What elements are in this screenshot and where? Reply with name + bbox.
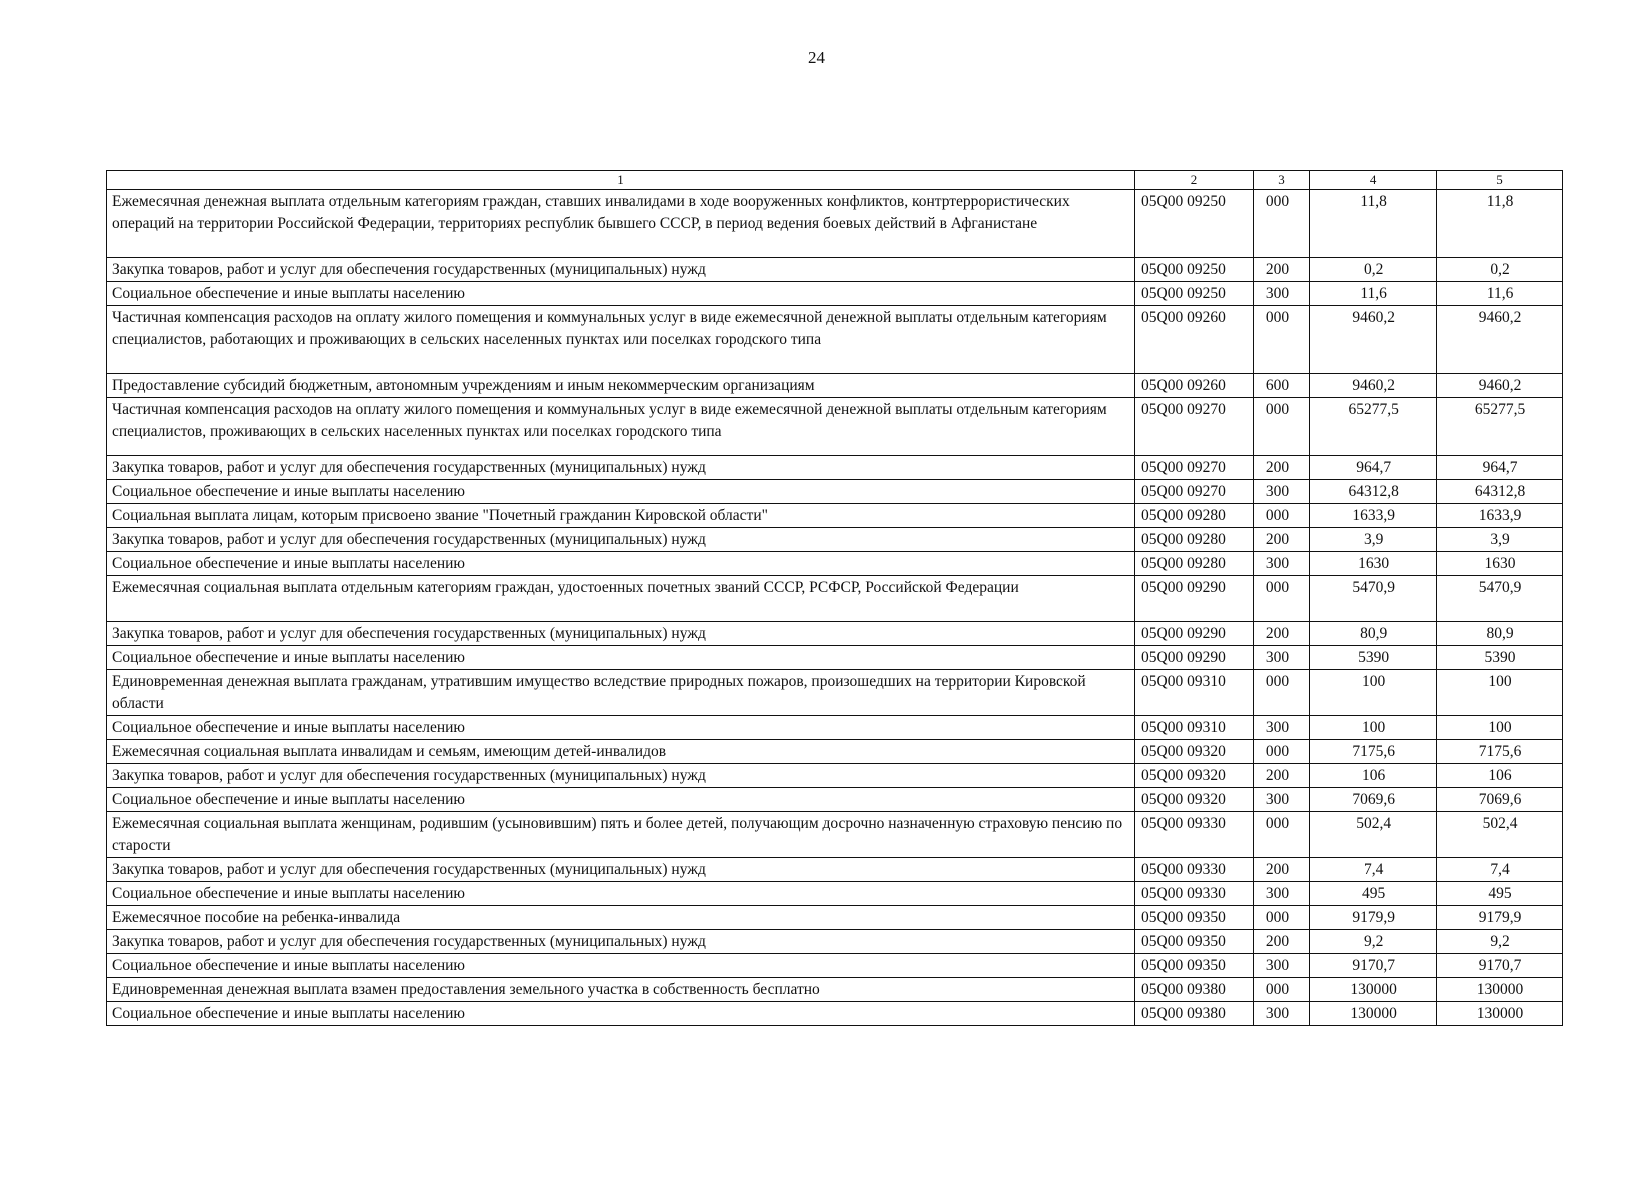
row-type-cell: 200: [1253, 528, 1309, 552]
row-value-4-cell: 964,7: [1310, 456, 1437, 480]
row-name-cell: Социальное обеспечение и иные выплаты населению: [107, 480, 1135, 504]
row-code-cell: 05Q00 09260: [1135, 374, 1254, 398]
row-value-5-cell: 65277,5: [1437, 398, 1563, 456]
row-name-cell: Единовременная денежная выплата взамен предоставления земельного участка в собственность бесплатно: [107, 978, 1135, 1002]
row-type-cell: 300: [1253, 480, 1309, 504]
table-row: [107, 812, 1563, 858]
row-value-5-cell: 100: [1437, 716, 1563, 740]
table-row: [107, 930, 1563, 954]
row-value-5-cell: 64312,8: [1437, 480, 1563, 504]
table-row: [107, 576, 1563, 622]
row-code-cell: 05Q00 09280: [1135, 528, 1254, 552]
row-value-5-cell: 9170,7: [1437, 954, 1563, 978]
table-body: [107, 190, 1563, 1026]
row-code-cell: 05Q00 09250: [1135, 258, 1254, 282]
row-value-4-cell: 9170,7: [1310, 954, 1437, 978]
row-value-4-cell: 9460,2: [1310, 374, 1437, 398]
table-row: [107, 306, 1563, 374]
table-row: [107, 1002, 1563, 1026]
row-name-cell: Социальное обеспечение и иные выплаты населению: [107, 552, 1135, 576]
row-name-cell: Закупка товаров, работ и услуг для обеспечения государственных (муниципальных) нужд: [107, 858, 1135, 882]
table-row: [107, 882, 1563, 906]
row-value-4-cell: 11,6: [1310, 282, 1437, 306]
row-code-cell: 05Q00 09330: [1135, 812, 1254, 858]
table-row: [107, 858, 1563, 882]
header-cell-1: 1: [107, 171, 1135, 190]
row-type-cell: 200: [1253, 622, 1309, 646]
row-code-cell: 05Q00 09310: [1135, 670, 1254, 716]
row-code-cell: 05Q00 09270: [1135, 480, 1254, 504]
row-value-4-cell: 80,9: [1310, 622, 1437, 646]
row-value-5-cell: 9179,9: [1437, 906, 1563, 930]
row-type-cell: 300: [1253, 646, 1309, 670]
row-value-4-cell: 3,9: [1310, 528, 1437, 552]
row-code-cell: 05Q00 09330: [1135, 858, 1254, 882]
row-type-cell: 200: [1253, 930, 1309, 954]
row-name-cell: Закупка товаров, работ и услуг для обеспечения государственных (муниципальных) нужд: [107, 622, 1135, 646]
row-name-cell: Ежемесячная социальная выплата женщинам, родившим (усыновившим) пять и более детей, получающим досрочно назначенную страховую пенсию по старости: [107, 812, 1135, 858]
row-code-cell: 05Q00 09270: [1135, 398, 1254, 456]
row-value-4-cell: 7175,6: [1310, 740, 1437, 764]
row-type-cell: 000: [1253, 504, 1309, 528]
row-value-5-cell: 11,6: [1437, 282, 1563, 306]
row-code-cell: 05Q00 09260: [1135, 306, 1254, 374]
header-cell-2: 2: [1135, 171, 1254, 190]
row-name-cell: Социальное обеспечение и иные выплаты населению: [107, 788, 1135, 812]
table-row: [107, 740, 1563, 764]
row-value-5-cell: 502,4: [1437, 812, 1563, 858]
row-code-cell: 05Q00 09290: [1135, 576, 1254, 622]
table-row: [107, 716, 1563, 740]
row-type-cell: 600: [1253, 374, 1309, 398]
row-name-cell: Закупка товаров, работ и услуг для обеспечения государственных (муниципальных) нужд: [107, 258, 1135, 282]
row-type-cell: 300: [1253, 282, 1309, 306]
row-value-5-cell: 1633,9: [1437, 504, 1563, 528]
row-name-cell: Социальное обеспечение и иные выплаты населению: [107, 716, 1135, 740]
row-value-4-cell: 100: [1310, 716, 1437, 740]
row-name-cell: Ежемесячная социальная выплата отдельным категориям граждан, удостоенных почетных званий СССР, РСФСР, Российской Федерации: [107, 576, 1135, 622]
row-value-4-cell: 502,4: [1310, 812, 1437, 858]
row-value-4-cell: 495: [1310, 882, 1437, 906]
table-row: [107, 788, 1563, 812]
row-type-cell: 000: [1253, 812, 1309, 858]
row-code-cell: 05Q00 09350: [1135, 906, 1254, 930]
header-cell-4: 4: [1310, 171, 1437, 190]
table-row: [107, 906, 1563, 930]
row-type-cell: 300: [1253, 716, 1309, 740]
table-row: [107, 622, 1563, 646]
row-type-cell: 300: [1253, 552, 1309, 576]
row-value-4-cell: 7069,6: [1310, 788, 1437, 812]
row-code-cell: 05Q00 09320: [1135, 740, 1254, 764]
row-value-4-cell: 130000: [1310, 978, 1437, 1002]
row-value-5-cell: 11,8: [1437, 190, 1563, 258]
row-name-cell: Социальное обеспечение и иные выплаты населению: [107, 282, 1135, 306]
row-name-cell: Предоставление субсидий бюджетным, автономным учреждениям и иным некоммерческим организациям: [107, 374, 1135, 398]
row-value-5-cell: 495: [1437, 882, 1563, 906]
row-type-cell: 200: [1253, 764, 1309, 788]
row-name-cell: Социальная выплата лицам, которым присвоено звание "Почетный гражданин Кировской области": [107, 504, 1135, 528]
row-type-cell: 300: [1253, 788, 1309, 812]
row-name-cell: Закупка товаров, работ и услуг для обеспечения государственных (муниципальных) нужд: [107, 930, 1135, 954]
page-number: 24: [808, 48, 825, 67]
row-code-cell: 05Q00 09380: [1135, 1002, 1254, 1026]
row-type-cell: 000: [1253, 190, 1309, 258]
row-name-cell: Закупка товаров, работ и услуг для обеспечения государственных (муниципальных) нужд: [107, 528, 1135, 552]
row-value-4-cell: 130000: [1310, 1002, 1437, 1026]
row-type-cell: 000: [1253, 740, 1309, 764]
row-type-cell: 300: [1253, 882, 1309, 906]
row-type-cell: 200: [1253, 858, 1309, 882]
row-value-5-cell: 5470,9: [1437, 576, 1563, 622]
row-type-cell: 000: [1253, 576, 1309, 622]
row-value-5-cell: 9460,2: [1437, 374, 1563, 398]
row-value-5-cell: 5390: [1437, 646, 1563, 670]
row-code-cell: 05Q00 09290: [1135, 622, 1254, 646]
row-name-cell: Частичная компенсация расходов на оплату жилого помещения и коммунальных услуг в виде ежемесячной денежной выплаты отдельным категориям специалистов, проживающих в сельских населенных пунктах или поселках городского типа: [107, 398, 1135, 456]
budget-table: [106, 170, 1563, 1026]
row-value-5-cell: 7175,6: [1437, 740, 1563, 764]
table-row: [107, 954, 1563, 978]
table-row: [107, 646, 1563, 670]
row-value-4-cell: 1630: [1310, 552, 1437, 576]
row-value-5-cell: 130000: [1437, 978, 1563, 1002]
row-value-5-cell: 9460,2: [1437, 306, 1563, 374]
table-row: [107, 480, 1563, 504]
row-name-cell: Социальное обеспечение и иные выплаты населению: [107, 954, 1135, 978]
row-value-4-cell: 5390: [1310, 646, 1437, 670]
row-code-cell: 05Q00 09280: [1135, 552, 1254, 576]
row-value-5-cell: 106: [1437, 764, 1563, 788]
row-type-cell: 200: [1253, 456, 1309, 480]
row-code-cell: 05Q00 09380: [1135, 978, 1254, 1002]
row-value-4-cell: 11,8: [1310, 190, 1437, 258]
row-value-4-cell: 0,2: [1310, 258, 1437, 282]
row-name-cell: Социальное обеспечение и иные выплаты населению: [107, 882, 1135, 906]
header-cell-3: 3: [1253, 171, 1309, 190]
row-value-4-cell: 9,2: [1310, 930, 1437, 954]
row-value-5-cell: 964,7: [1437, 456, 1563, 480]
row-type-cell: 300: [1253, 1002, 1309, 1026]
row-name-cell: Ежемесячная денежная выплата отдельным категориям граждан, ставших инвалидами в ходе вооруженных конфликтов, контртеррористических операций на территории Российской Федерации, территориях республик бывшего СССР, в период ведения боевых действий в Афганистане: [107, 190, 1135, 258]
table-row: [107, 528, 1563, 552]
row-value-5-cell: 3,9: [1437, 528, 1563, 552]
row-name-cell: Закупка товаров, работ и услуг для обеспечения государственных (муниципальных) нужд: [107, 456, 1135, 480]
row-value-5-cell: 130000: [1437, 1002, 1563, 1026]
table-row: [107, 764, 1563, 788]
row-value-4-cell: 1633,9: [1310, 504, 1437, 528]
row-code-cell: 05Q00 09270: [1135, 456, 1254, 480]
table-row: [107, 670, 1563, 716]
row-value-5-cell: 7069,6: [1437, 788, 1563, 812]
row-type-cell: 000: [1253, 306, 1309, 374]
row-code-cell: 05Q00 09350: [1135, 930, 1254, 954]
row-name-cell: Частичная компенсация расходов на оплату жилого помещения и коммунальных услуг в виде ежемесячной денежной выплаты отдельным категориям специалистов, работающих и проживающих в сельских населенных пунктах или поселках городского типа: [107, 306, 1135, 374]
row-code-cell: 05Q00 09290: [1135, 646, 1254, 670]
table-row: [107, 398, 1563, 456]
row-code-cell: 05Q00 09250: [1135, 282, 1254, 306]
row-value-4-cell: 106: [1310, 764, 1437, 788]
table-row: [107, 978, 1563, 1002]
row-value-4-cell: 100: [1310, 670, 1437, 716]
row-type-cell: 300: [1253, 954, 1309, 978]
row-name-cell: Ежемесячное пособие на ребенка-инвалида: [107, 906, 1135, 930]
row-value-5-cell: 80,9: [1437, 622, 1563, 646]
table-row: [107, 552, 1563, 576]
table-row: [107, 374, 1563, 398]
row-value-5-cell: 1630: [1437, 552, 1563, 576]
row-code-cell: 05Q00 09350: [1135, 954, 1254, 978]
table-row: [107, 190, 1563, 258]
row-value-4-cell: 65277,5: [1310, 398, 1437, 456]
row-value-4-cell: 64312,8: [1310, 480, 1437, 504]
row-value-5-cell: 100: [1437, 670, 1563, 716]
row-code-cell: 05Q00 09310: [1135, 716, 1254, 740]
row-name-cell: Закупка товаров, работ и услуг для обеспечения государственных (муниципальных) нужд: [107, 764, 1135, 788]
table-row: [107, 504, 1563, 528]
row-name-cell: Ежемесячная социальная выплата инвалидам и семьям, имеющим детей-инвалидов: [107, 740, 1135, 764]
table-row: [107, 456, 1563, 480]
table-row: [107, 258, 1563, 282]
row-value-4-cell: 9460,2: [1310, 306, 1437, 374]
row-name-cell: Социальное обеспечение и иные выплаты населению: [107, 646, 1135, 670]
row-type-cell: 000: [1253, 670, 1309, 716]
row-code-cell: 05Q00 09250: [1135, 190, 1254, 258]
row-value-4-cell: 9179,9: [1310, 906, 1437, 930]
row-value-5-cell: 0,2: [1437, 258, 1563, 282]
table-row: [107, 282, 1563, 306]
row-name-cell: Единовременная денежная выплата гражданам, утратившим имущество вследствие природных пожаров, произошедших на территории Кировской области: [107, 670, 1135, 716]
row-type-cell: 000: [1253, 978, 1309, 1002]
row-type-cell: 000: [1253, 398, 1309, 456]
row-value-4-cell: 7,4: [1310, 858, 1437, 882]
header-cell-5: 5: [1437, 171, 1563, 190]
row-code-cell: 05Q00 09320: [1135, 764, 1254, 788]
row-code-cell: 05Q00 09330: [1135, 882, 1254, 906]
header-row: [107, 171, 1563, 190]
row-code-cell: 05Q00 09320: [1135, 788, 1254, 812]
row-code-cell: 05Q00 09280: [1135, 504, 1254, 528]
row-value-4-cell: 5470,9: [1310, 576, 1437, 622]
row-type-cell: 200: [1253, 258, 1309, 282]
row-type-cell: 000: [1253, 906, 1309, 930]
row-value-5-cell: 9,2: [1437, 930, 1563, 954]
row-name-cell: Социальное обеспечение и иные выплаты населению: [107, 1002, 1135, 1026]
row-value-5-cell: 7,4: [1437, 858, 1563, 882]
